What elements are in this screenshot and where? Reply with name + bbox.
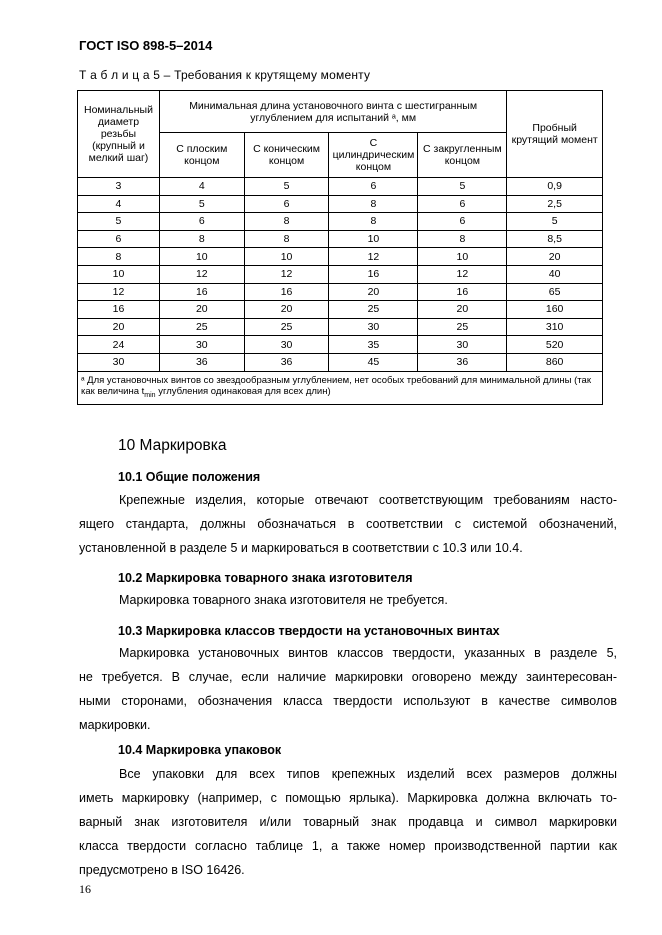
table-cell: 16 — [418, 283, 507, 301]
text-line: ящего стандарта, должны обозначаться в соответствии с системой обозначений, — [79, 517, 617, 531]
table-row — [78, 213, 603, 231]
table-cell: 36 — [244, 353, 329, 371]
paragraph-10-2 — [79, 588, 617, 612]
table-row — [78, 318, 603, 336]
table-cell: 5 — [78, 213, 160, 231]
text-line: иметь маркировку (например, с помощью ярлыка). Маркировка должна включать то- — [79, 791, 617, 805]
table-cell: 65 — [507, 283, 603, 301]
table-cell: 8 — [159, 230, 244, 248]
table-cell: 25 — [329, 301, 418, 319]
table-cell: 30 — [418, 336, 507, 354]
table-cell: 6 — [244, 195, 329, 213]
text-line: предусмотрено в ISO 16426. — [79, 863, 245, 877]
table-cell: 5 — [507, 213, 603, 231]
table-cell: 310 — [507, 318, 603, 336]
table-cell: 8 — [78, 248, 160, 266]
col-header-cone-end: С коническим концом — [244, 133, 329, 178]
table-row — [78, 301, 603, 319]
table-cell: 20 — [507, 248, 603, 266]
table-cell: 8,5 — [507, 230, 603, 248]
table-cell: 12 — [418, 265, 507, 283]
table-cell: 20 — [244, 301, 329, 319]
table-cell: 12 — [159, 265, 244, 283]
table-cell: 24 — [78, 336, 160, 354]
table-cell: 25 — [244, 318, 329, 336]
table-footnote — [78, 371, 603, 405]
col-header-diameter: Номинальный диаметр резьбы (крупный и мелкий шаг) — [78, 91, 160, 178]
table-cell: 8 — [329, 213, 418, 231]
table-row — [78, 178, 603, 196]
subsection-title-10-1: 10.1 Общие положения — [118, 470, 261, 484]
text-line: Крепежные изделия, которые отвечают соответствующим требованиям насто- — [119, 493, 617, 507]
table-cell: 5 — [159, 195, 244, 213]
table-cell: 12 — [78, 283, 160, 301]
table-row — [78, 336, 603, 354]
text-line: не требуется. В случае, если наличие маркировки оговорено между заинтересован- — [79, 670, 617, 684]
table-cell: 10 — [418, 248, 507, 266]
subsection-title-10-4: 10.4 Маркировка упаковок — [118, 743, 282, 757]
table-cell: 6 — [418, 213, 507, 231]
table-cell: 10 — [244, 248, 329, 266]
table-cell: 30 — [159, 336, 244, 354]
paragraph-10-1 — [79, 488, 617, 560]
table-row — [78, 230, 603, 248]
table-cell: 40 — [507, 265, 603, 283]
text-line: класса твердости согласно таблице 1, а также номер производственной партии как — [79, 839, 617, 853]
table-cell: 520 — [507, 336, 603, 354]
table-cell: 10 — [329, 230, 418, 248]
table-cell: 16 — [159, 283, 244, 301]
table-cell: 36 — [159, 353, 244, 371]
table-cell: 30 — [244, 336, 329, 354]
table-cell: 12 — [329, 248, 418, 266]
table-cell: 20 — [329, 283, 418, 301]
table-cell: 4 — [159, 178, 244, 196]
table-cell: 36 — [418, 353, 507, 371]
table-cell: 6 — [329, 178, 418, 196]
table-cell: 16 — [329, 265, 418, 283]
table-cell: 8 — [244, 230, 329, 248]
table-cell: 2,5 — [507, 195, 603, 213]
table-cell: 12 — [244, 265, 329, 283]
table-cell: 30 — [329, 318, 418, 336]
col-header-round-end: С закругленным концом — [418, 133, 507, 178]
col-header-flat-end: С плоским концом — [159, 133, 244, 178]
footnote-text: ᵃ Для установочных винтов со звездообразным углублением, нет особых требований для минимальной длины (так как величина t — [81, 374, 591, 398]
table-cell: 6 — [418, 195, 507, 213]
table-cell: 860 — [507, 353, 603, 371]
text-line: ными сторонами, обозначения класса твердости используют в качестве символов — [79, 694, 617, 708]
table-cell: 8 — [244, 213, 329, 231]
document-header: ГОСТ ISO 898-5–2014 — [79, 38, 213, 53]
text-line: варный знак изготовителя и/или товарный знак продавца и символ маркировки — [79, 815, 617, 829]
table-caption: Т а б л и ц а 5 – Требования к крутящему моменту — [79, 68, 371, 82]
table-cell: 30 — [78, 353, 160, 371]
footnote-text-end: углубления одинаковая для всех длин) — [155, 386, 331, 398]
subsection-title-10-2: 10.2 Маркировка товарного знака изготовителя — [118, 571, 413, 585]
table-row — [78, 265, 603, 283]
footnote-subscript: min — [144, 391, 156, 399]
table-cell: 45 — [329, 353, 418, 371]
section-title: 10 Маркировка — [118, 437, 227, 454]
subsection-title-10-3: 10.3 Маркировка классов твердости на установочных винтах — [118, 624, 500, 638]
col-header-min-length: Минимальная длина установочного винта с шестигранным углублением для испытаний ᵃ, мм — [159, 91, 506, 133]
text-line: Маркировка товарного знака изготовителя не требуется. — [119, 593, 448, 607]
table-cell: 16 — [78, 301, 160, 319]
page-number: 16 — [79, 882, 91, 896]
table-row — [78, 353, 603, 371]
table-cell: 16 — [244, 283, 329, 301]
col-header-torque: Пробный крутящий момент — [507, 91, 603, 178]
table-row — [78, 195, 603, 213]
text-line: установленной в разделе 5 и маркироваться в соответствии с 10.3 или 10.4. — [79, 541, 523, 555]
text-line: Маркировка установочных винтов классов твердости, указанных в разделе 5, — [119, 646, 617, 660]
table-cell: 10 — [159, 248, 244, 266]
col-header-cylinder-end: С цилиндрическим концом — [329, 133, 418, 178]
text-line: маркировки. — [79, 718, 151, 732]
table-cell: 8 — [329, 195, 418, 213]
text-line: Все упаковки для всех типов крепежных изделий всех размеров должны — [119, 767, 617, 781]
table-cell: 4 — [78, 195, 160, 213]
table-row — [78, 283, 603, 301]
table-cell: 160 — [507, 301, 603, 319]
table-cell: 8 — [418, 230, 507, 248]
table-cell: 20 — [78, 318, 160, 336]
table-cell: 20 — [418, 301, 507, 319]
table-cell: 25 — [418, 318, 507, 336]
table-cell: 10 — [78, 265, 160, 283]
table-cell: 35 — [329, 336, 418, 354]
torque-requirements-table — [77, 90, 603, 405]
table-cell: 0,9 — [507, 178, 603, 196]
table-cell: 5 — [418, 178, 507, 196]
table-cell: 25 — [159, 318, 244, 336]
table-cell: 6 — [159, 213, 244, 231]
paragraph-10-4 — [79, 762, 617, 882]
paragraph-10-3 — [79, 641, 617, 737]
table-cell: 3 — [78, 178, 160, 196]
table-cell: 6 — [78, 230, 160, 248]
table-cell: 20 — [159, 301, 244, 319]
table-row — [78, 248, 603, 266]
table-cell: 5 — [244, 178, 329, 196]
